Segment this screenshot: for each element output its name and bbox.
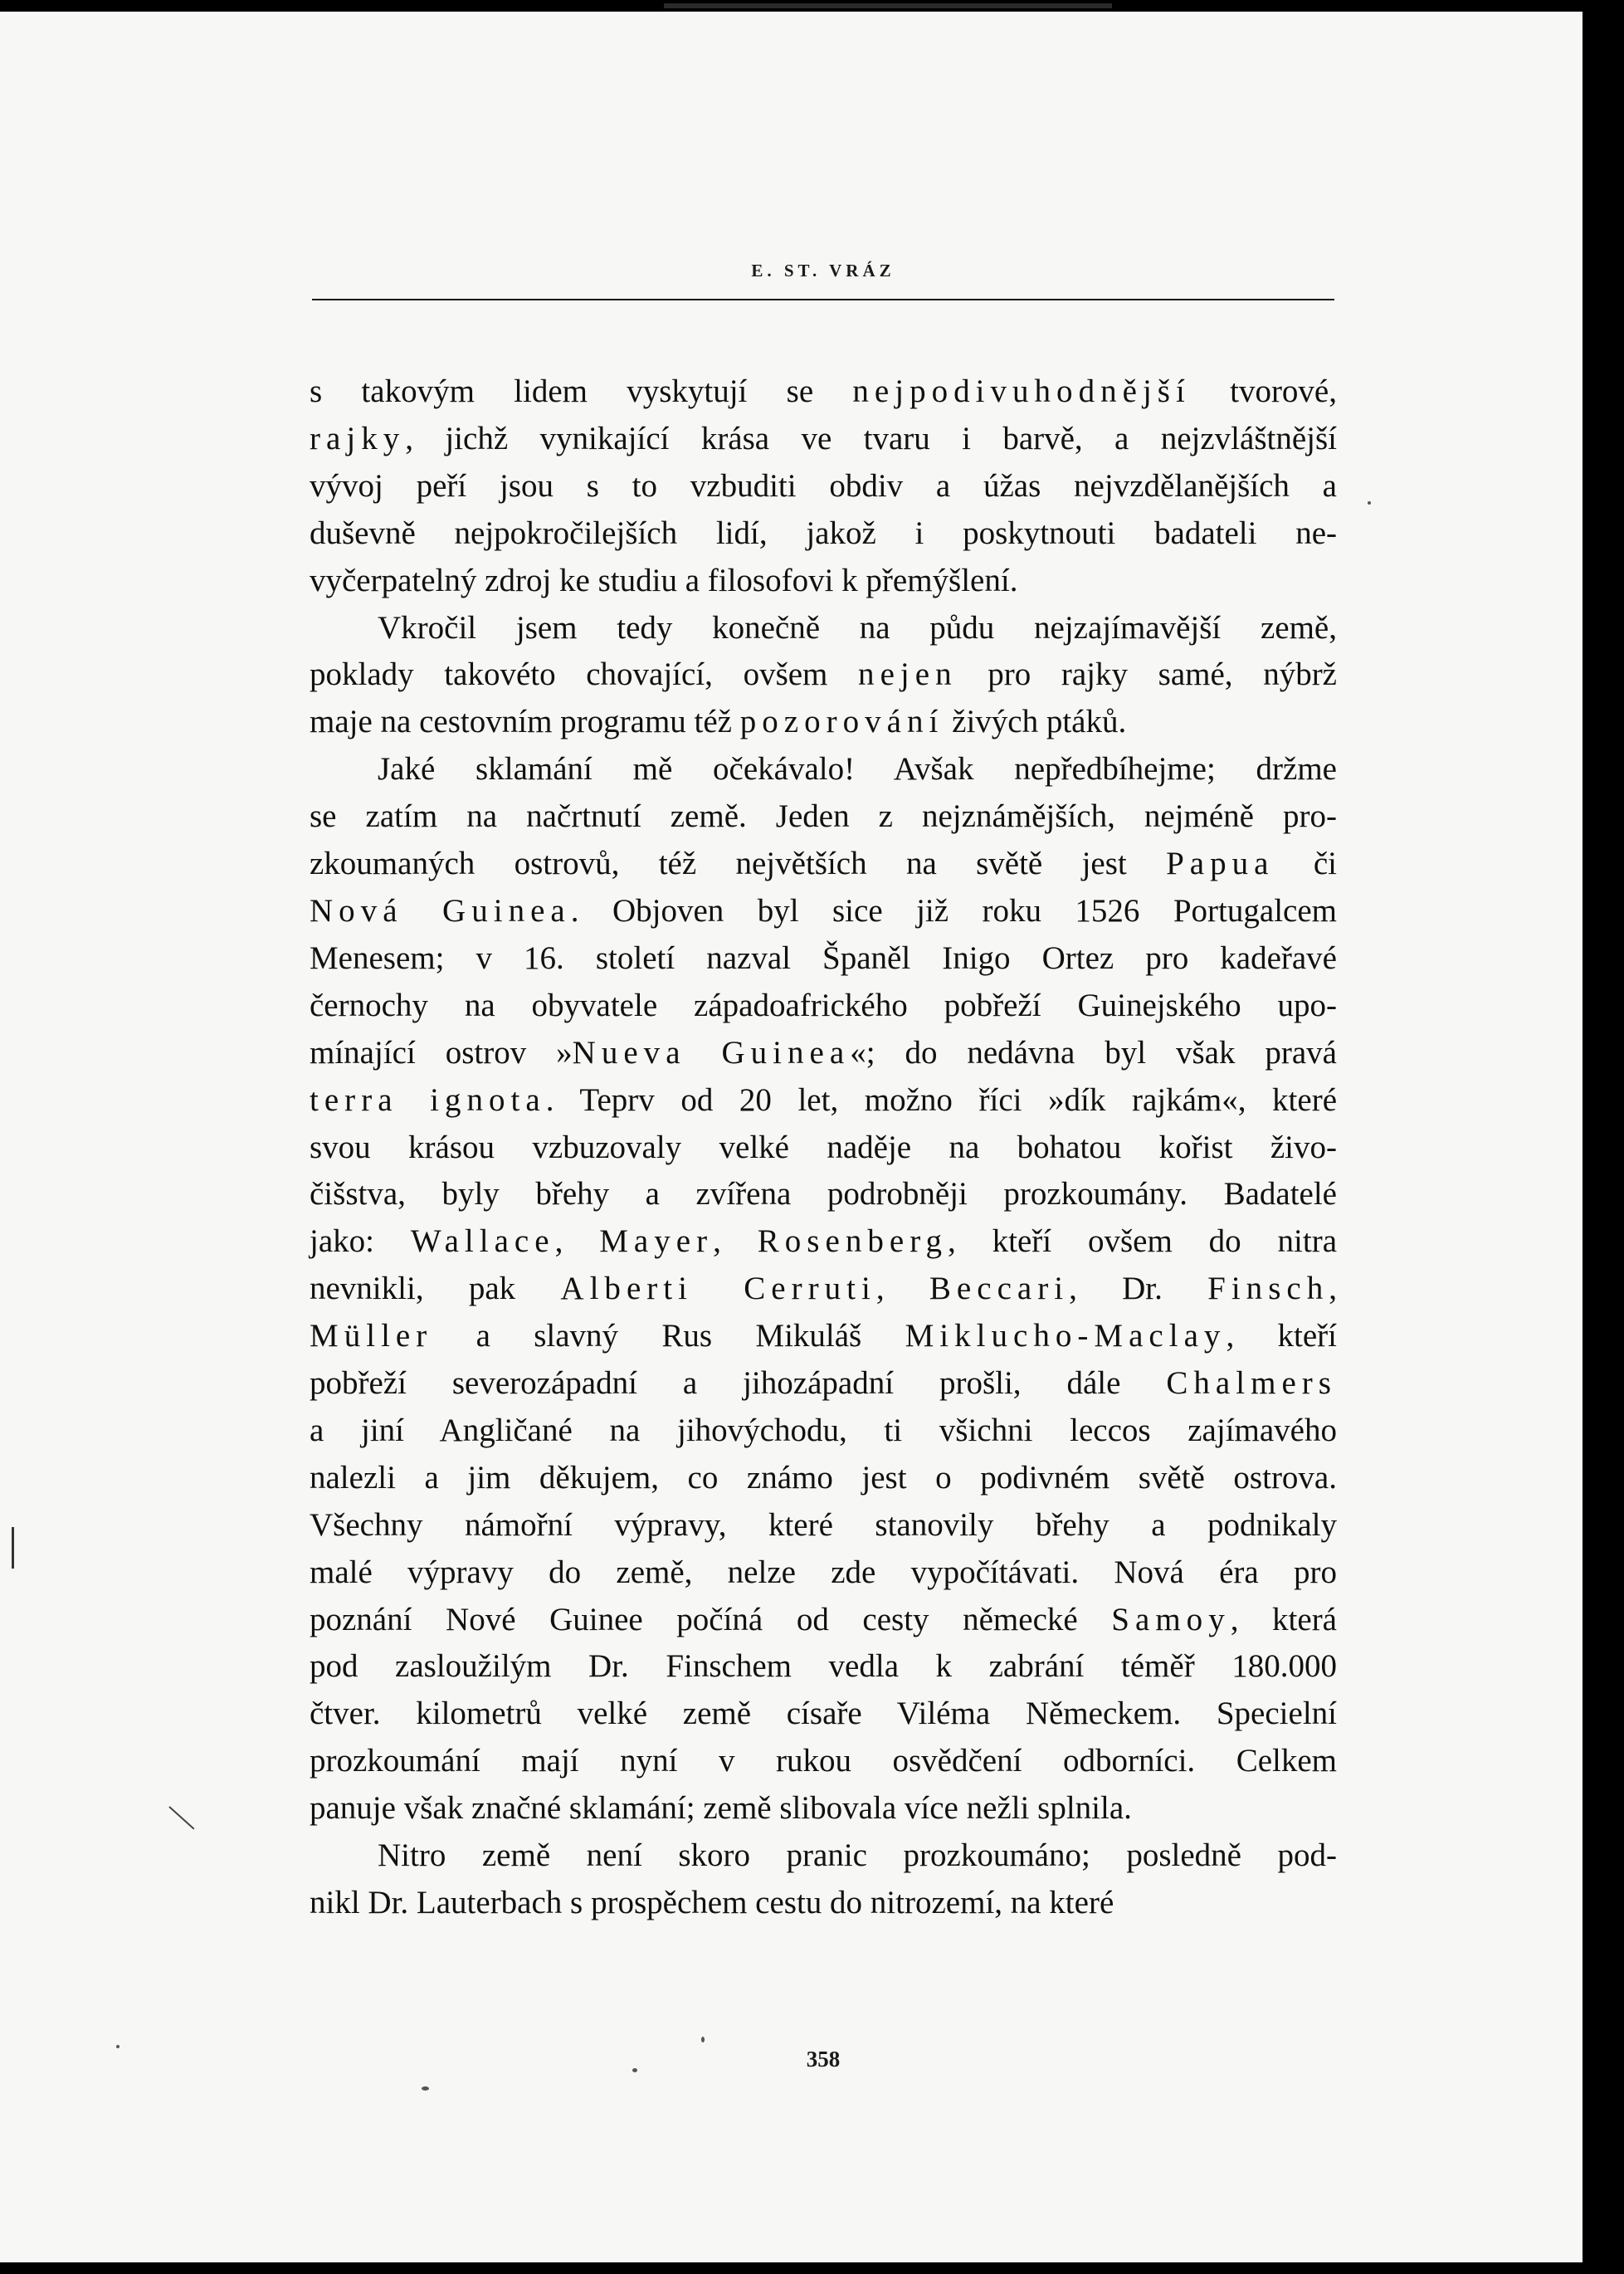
text-line [310, 1218, 1337, 1266]
text-run: zkoumaných ostrovů, též největších na světě jest [310, 846, 1167, 882]
text-run: živých ptáků. [944, 704, 1127, 740]
running-head: E. ST. VRÁZ [751, 261, 895, 281]
text-run: malé výpravy do země, nelze zde vypočítávati. Nová éra pro [310, 1554, 1337, 1590]
text-line [310, 1125, 1337, 1172]
text-run: či [1274, 846, 1338, 882]
text-run: panuje však značné sklamání; země slibovala více nežli splnila. [310, 1790, 1132, 1827]
emphasized-term: pozorování [739, 704, 944, 740]
text-run: , kteří ovšem do nitra [948, 1223, 1338, 1260]
text-run: Vkročil jsem tedy konečně na půdu nejzajímavější země, [378, 609, 1337, 646]
ink-speck [1368, 501, 1371, 505]
emphasized-term: Beccari [929, 1271, 1070, 1307]
text-run: černochy na obyvatele západoafrického pobřeží Guinejského upo- [310, 987, 1337, 1023]
text-run: čtver. kilometrů velké země císaře Viléma Německem. Specielní [310, 1696, 1337, 1732]
scan-edge-mark [664, 3, 1112, 8]
text-line [310, 463, 1337, 510]
text-line [310, 651, 1337, 699]
text-run: čišstva, byly břehy a zvířena podrobněji prozkoumány. Badatelé [310, 1176, 1337, 1213]
text-run: pobřeží severozápadní a jihozápadní prošli, dále [310, 1365, 1167, 1402]
text-run: , [1329, 1271, 1337, 1307]
text-run: nevnikli, pak [310, 1271, 561, 1307]
text-line [310, 1266, 1337, 1313]
text-line [310, 558, 1337, 605]
emphasized-term: Miklucho-Maclay [905, 1318, 1227, 1354]
text-run: Jaké sklamání mě očekávalo! Avšak nepředbíhejme; držme [378, 751, 1337, 788]
emphasized-term: Rosenberg [757, 1223, 949, 1260]
text-line [310, 368, 1337, 416]
emphasized-term: Papua [1166, 846, 1275, 882]
emphasized-term: terra ignota [310, 1081, 546, 1118]
text-run: Menesem; v 16. století nazval Španěl Inigo Ortez pro kadeřavé [310, 939, 1337, 976]
text-run: , kteří [1226, 1318, 1337, 1354]
page-number: 358 [806, 2047, 841, 2071]
body-text [310, 368, 1337, 1927]
emphasized-term: Nová Guinea [310, 892, 571, 929]
text-line [310, 1030, 1337, 1077]
text-line [310, 746, 1337, 793]
text-line [310, 1171, 1337, 1218]
text-line [310, 983, 1337, 1030]
text-line [310, 1597, 1337, 1644]
emphasized-term: Finsch [1207, 1271, 1329, 1307]
text-line [310, 416, 1337, 463]
text-line [310, 1077, 1337, 1125]
ink-speck [422, 2086, 429, 2091]
emphasized-term: Chalmers [1166, 1365, 1337, 1402]
text-run: Všechny námořní výpravy, které stanovily břehy a podnikaly [310, 1506, 1337, 1543]
emphasized-term: Wallace [410, 1223, 555, 1260]
text-run: , [554, 1223, 600, 1260]
book-page [0, 12, 1583, 2262]
text-line [310, 841, 1337, 888]
text-run: tvorové, [1190, 373, 1337, 409]
text-line [310, 1408, 1337, 1455]
paragraph [310, 746, 1337, 1832]
text-run: s takovým lidem vyskytují se [310, 373, 853, 409]
text-run: «; do nedávna byl však pravá [850, 1034, 1337, 1071]
text-run: pro rajky samé, nýbrž [957, 656, 1337, 693]
text-run: vývoj peří jsou s to vzbuditi obdiv a úžas nejvzdělanějších a [310, 467, 1337, 504]
text-run: se zatím na načrtnutí země. Jeden z nejznámějších, nejméně pro- [310, 798, 1337, 835]
emphasized-term: Alberti Cerruti [560, 1271, 876, 1307]
text-line [310, 605, 1337, 652]
paragraph [310, 368, 1337, 605]
text-run: nikl Dr. Lauterbach s prospěchem cestu do nitrozemí, na které [310, 1885, 1114, 1920]
text-line [310, 1832, 1337, 1880]
ink-speck [116, 2045, 119, 2048]
text-line [310, 935, 1337, 983]
text-line [310, 1738, 1337, 1785]
text-line [310, 1455, 1337, 1502]
text-line [310, 1880, 1337, 1927]
emphasized-term: Müller [310, 1318, 433, 1354]
text-run: , [713, 1223, 758, 1260]
text-run: svou krásou vzbuzovaly velké naděje na bohatou kořist živo- [310, 1129, 1337, 1165]
text-run: mínající ostrov » [310, 1034, 573, 1071]
text-run: Nitro země není skoro pranic prozkoumáno; posledně pod- [378, 1837, 1337, 1874]
text-run: . Teprv od 20 let, možno říci »dík rajkám«, které [545, 1081, 1338, 1118]
text-run: , která [1230, 1601, 1337, 1637]
text-run: jako: [310, 1223, 411, 1260]
scan-edge-tick [12, 1527, 14, 1569]
text-run: nalezli a jim děkujem, co známo jest o podivném světě ostrova. [310, 1459, 1337, 1496]
text-run: . Objoven byl sice již roku 1526 Portugalcem [570, 892, 1337, 929]
text-line [310, 510, 1337, 558]
text-line [310, 1502, 1337, 1549]
text-run: maje na cestovním programu též [310, 704, 740, 740]
text-line [310, 1360, 1337, 1408]
emphasized-term: Nueva Guinea [572, 1034, 851, 1071]
emphasized-term: Samoy [1111, 1601, 1231, 1637]
emphasized-term: rajky [310, 420, 406, 456]
text-line [310, 1313, 1337, 1360]
header-rule [312, 299, 1334, 300]
text-run: a jiní Angličané na jihovýchodu, ti všichni leccos zajímavého [310, 1412, 1337, 1448]
text-run: vyčerpatelný zdroj ke studiu a filosofovi k přemýšlení. [310, 562, 1018, 598]
text-line [310, 1785, 1337, 1832]
text-run: poznání Nové Guinee počíná od cesty německé [310, 1601, 1112, 1637]
emphasized-term: nejpodivuhodnější [852, 373, 1191, 409]
paragraph [310, 1832, 1337, 1927]
text-run: duševně nejpokročilejších lidí, jakož i poskytnouti badateli ne- [310, 515, 1337, 551]
ink-speck [701, 2037, 705, 2042]
emphasized-term: nejen [858, 656, 958, 693]
text-run: , jichž vynikající krása ve tvaru i barvě, a nejzvláštnější [405, 420, 1337, 456]
text-line [310, 888, 1337, 935]
text-line [310, 793, 1337, 841]
text-run: a slavný Rus Mikuláš [432, 1318, 905, 1354]
margin-pencil-mark [168, 1806, 194, 1829]
text-line [310, 1691, 1337, 1738]
text-run: , [875, 1271, 929, 1307]
text-run: pod zasloužilým Dr. Finschem vedla k zabrání téměř 180.000 [310, 1648, 1337, 1685]
text-run: poklady takovéto chovající, ovšem [310, 656, 859, 693]
text-run: , Dr. [1069, 1271, 1208, 1307]
emphasized-term: Mayer [599, 1223, 714, 1260]
text-run: prozkoumání mají nyní v rukou osvědčení odborníci. Celkem [310, 1743, 1337, 1779]
ink-speck [632, 2068, 637, 2072]
text-line [310, 1549, 1337, 1597]
text-line [310, 699, 1337, 746]
paragraph [310, 605, 1337, 747]
text-line [310, 1643, 1337, 1691]
